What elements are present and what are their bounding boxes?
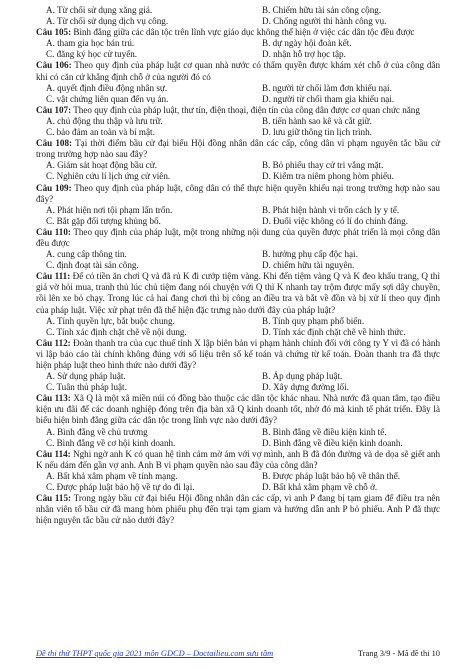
option-row — [36, 216, 440, 227]
option-row — [36, 205, 440, 216]
answer-option: D. Bình đẳng về điều kiện kinh doanh. — [262, 437, 403, 448]
answer-option: B. Tính quy phạm phổ biến. — [262, 315, 365, 326]
answer-option: C. đăng ký học cử tuyển. — [46, 49, 138, 60]
answer-option: C. bảo đảm an toàn và bí mật. — [46, 127, 155, 138]
option-row — [36, 249, 440, 260]
question-stem: Theo quy định của pháp luật, thư tín, điện thoại, điện tín của công dân được cơ quan chức năng — [73, 104, 420, 115]
option-row — [36, 38, 440, 49]
question-number: Câu 107: — [36, 104, 72, 115]
answer-option: D. Kiểm tra niêm phong hòm phiếu. — [262, 171, 394, 182]
answer-option: C. Bắt gặp đối tượng khủng bố. — [46, 215, 161, 226]
question-number: Câu 113: — [36, 393, 71, 404]
question-number: Câu 112: — [36, 337, 71, 348]
option-a: A. Từ chối sử dụng xăng giả. — [46, 5, 153, 15]
question-list — [36, 5, 440, 526]
page-number: Trang 3/9 - Mã đề thi 10 — [357, 649, 440, 658]
question-number: Câu 105: — [36, 27, 72, 38]
option-row — [36, 382, 440, 393]
answer-option: A. cung cấp thông tin. — [46, 249, 127, 260]
question-stem: Theo quy định của pháp luật cơ quan nhà nước có thẩm quyền được khám xét chỗ ở của công dân khi có căn cứ khẳng định chỗ ở của người đó có — [36, 60, 441, 82]
answer-option: C. Nghiên cứu lí lịch ứng cử viên. — [46, 171, 171, 182]
answer-option: B. tiến hành sao kê và cắt giữ. — [262, 115, 372, 126]
option-row — [36, 371, 440, 382]
answer-option: B. Áp dụng pháp luật. — [262, 371, 343, 382]
question-text — [36, 60, 440, 82]
option-row — [36, 482, 440, 493]
answer-option: D. Bất khả xâm phạm về chỗ ở. — [262, 482, 378, 493]
option-row — [36, 471, 440, 482]
page-footer — [36, 649, 440, 659]
question-number: Câu 108: — [36, 138, 73, 149]
answer-option: A. Tính quyền lực, bắt buộc chung. — [46, 315, 175, 326]
option-b: B. Chiếm hữu tài sản công cộng. — [262, 5, 382, 15]
option-row — [36, 127, 440, 138]
option-row — [36, 260, 440, 271]
option-row — [36, 438, 440, 449]
question-text — [36, 449, 440, 471]
question-text — [36, 271, 440, 315]
answer-option: A. Phát hiện nơi tội phạm lẩn trốn. — [46, 204, 173, 215]
question-text — [36, 138, 440, 160]
question-text — [36, 338, 440, 371]
option-row — [36, 16, 440, 27]
answer-option: B. Bình đẳng về điều kiện kinh tế. — [262, 426, 387, 437]
option-c: A. Từ chối sử dụng dịch vụ công. — [46, 16, 169, 27]
question-number: Câu 109: — [36, 182, 72, 193]
question-number: Câu 115: — [36, 493, 72, 504]
question-stem: Để có tiền ăn chơi Q và đã rủ K đi cướp tiệm vàng. Khi đến tiệm vàng Q và K đeo khẩu trang, Q thì giả vờ hỏi mua, tranh thủ lúc chủ tiệm đang nói chuyện với Q thì K nhanh tay trộm được mấy sợi dây chuyền, rồi lên xe bỏ chạy. Trong lúc cả hai đang chơi thì bị công an điều tra và bắt về đồn và bị xử lí theo quy định của pháp luật. Việc xử phạt trên đã thể hiện đặc trưng nào dưới đây của pháp luật? — [36, 271, 440, 315]
answer-option: C. Được pháp luật bảo hộ về tự do đi lại. — [46, 482, 195, 493]
question-text — [36, 227, 440, 249]
question-stem: Xã Q là một xã miền núi có đồng bào thuộc các dân tộc khác nhau. Nhà nước đã quan tâm, tạo điều kiện ưu đãi để các doanh nghiệp đóng trên địa bàn xã Q kinh doanh tốt, nhờ đó mà kinh tế phát triển. Đây là biểu hiện bình đẳng giữa các dân tộc trong lĩnh vực nào dưới đây? — [36, 393, 440, 426]
answer-option: D. Đuổi việc không có lí do chính đáng. — [262, 215, 408, 226]
question-block — [36, 138, 440, 182]
answer-option: A. Bình đẳng về chủ trương — [46, 426, 148, 437]
question-block — [36, 227, 440, 271]
question-stem: Theo quy định của pháp luật, công dân có thể thực hiện quyền khiếu nại trong trường hợp nào sau đây? — [36, 182, 440, 204]
answer-option: B. dự ngày hội đoàn kết. — [262, 38, 352, 49]
question-text — [36, 27, 440, 38]
question-block — [36, 271, 440, 338]
answer-option: D. nhận hỗ trợ học tập. — [262, 49, 346, 60]
answer-option: D. lưu giữ thông tin lịch trình. — [262, 127, 372, 138]
answer-option: D. Tính xác định chặt chẽ về hình thức. — [262, 326, 406, 337]
answer-option: C. Tuân thủ pháp luật. — [46, 382, 127, 393]
answer-option: A. tham gia học bán trú. — [46, 38, 135, 49]
question-block — [36, 105, 440, 138]
question-stem: Trong ngày bầu cử đại biểu Hội đồng nhân dân các cấp, vì anh P đang bị tạm giam để điều tra nên nhân viên tổ bầu cử đã mang hòm phiếu phụ đến trại tạm giam và hướng dẫn anh P bỏ phiếu. Anh P đã thực hiện nguyên tắc bầu cử nào dưới đây? — [36, 493, 440, 526]
answer-option: A. quyết định điều động nhân sự. — [46, 82, 168, 93]
source-link[interactable]: Đề thi thử THPT quốc gia 2021 môn GDCD – Doctailieu.com sưu tầm — [36, 649, 274, 658]
question-number: Câu 114: — [36, 448, 71, 459]
question-number: Câu 106: — [36, 60, 72, 71]
option-d: D. Chống người thi hành công vụ. — [262, 16, 387, 27]
question-text — [36, 493, 440, 526]
answer-option: B. người từ chối làm đơn khiếu nại. — [262, 82, 392, 93]
question-block — [36, 183, 440, 227]
question-block — [36, 60, 440, 104]
option-row — [36, 160, 440, 171]
answer-option: B. Được pháp luật bảo hộ về thân thể. — [262, 470, 401, 481]
answer-option: B. Bỏ phiếu thay cử tri vắng mặt. — [262, 160, 384, 171]
answer-option: A. Bất khả xâm phạm về tính mạng. — [46, 470, 178, 481]
question-block — [36, 338, 440, 393]
answer-option: A. Sử dụng pháp luật. — [46, 371, 126, 382]
option-row — [36, 116, 440, 127]
question-stem: Tại thời điểm bầu cử đại biểu Hội đồng nhân dân các cấp, công dân vi phạm nguyên tắc bầu cử trong trường hợp nào sau đây? — [36, 138, 440, 160]
question-text — [36, 105, 440, 116]
answer-option: A. Giám sát hoạt động bầu cử. — [46, 160, 157, 171]
option-row — [36, 316, 440, 327]
option-row — [36, 171, 440, 182]
question-number: Câu 110: — [36, 226, 71, 237]
question-number: Câu 111: — [36, 271, 71, 282]
question-block — [36, 449, 440, 493]
question-block — [36, 393, 440, 448]
question-stem: Nghi ngờ anh K có quan hệ tình cảm mờ ám với vợ mình, anh B đã đón đường và de dọa sẽ giết anh K nếu dám đến gần vợ anh. Anh B vi phạm quyền nào sau đây của công dân? — [36, 448, 440, 470]
answer-option: B. hưởng phụ cấp độc hại. — [262, 249, 358, 260]
option-row — [36, 94, 440, 105]
answer-option: A. chủ động thu thập và lưu trữ. — [46, 115, 163, 126]
answer-option: D. Xây dựng đường lối. — [262, 382, 349, 393]
answer-option: D. người từ chối tham gia khiếu nại. — [262, 93, 395, 104]
option-row — [36, 327, 440, 338]
question-stem: Theo quy định của pháp luật, một trong những nội dung của quyền được phát triển là mọi công dân đều được — [36, 226, 440, 248]
question-block — [36, 493, 440, 526]
option-row — [36, 83, 440, 94]
answer-option: C. Tính xác định chặt chẽ về nội dung. — [46, 326, 187, 337]
question-text — [36, 393, 440, 426]
option-row — [36, 5, 440, 16]
question-text — [36, 183, 440, 205]
answer-option: C. vật chứng liên quan đến vụ án. — [46, 93, 169, 104]
answer-option: B. Phát hiện hành vi trốn cách ly y tế. — [262, 204, 400, 215]
option-row — [36, 49, 440, 60]
question-stem: Bình đẳng giữa các dân tộc trên lĩnh vực giáo dục không thể hiện ở việc các dân tộc đều được — [73, 27, 415, 38]
answer-option: C. định đoạt tài sản công. — [46, 260, 139, 271]
option-row — [36, 427, 440, 438]
question-stem: Đoàn thanh tra của cục thuế tỉnh X lập biên bản vi phạm hành chính đối với công ty Y vì đã có hành vi lập báo cáo tài chính không đúng với số liệu trên sổ kế toán và chứng từ kế toán. Đoàn thanh tra đã thực hiện pháp luật theo hình thức nào dưới đây? — [36, 337, 440, 370]
answer-option: C. Bình đẳng về cơ hội kinh doanh. — [46, 437, 176, 448]
answer-option: D. chiếm hữu tài nguyên. — [262, 260, 355, 271]
question-block — [36, 27, 440, 60]
